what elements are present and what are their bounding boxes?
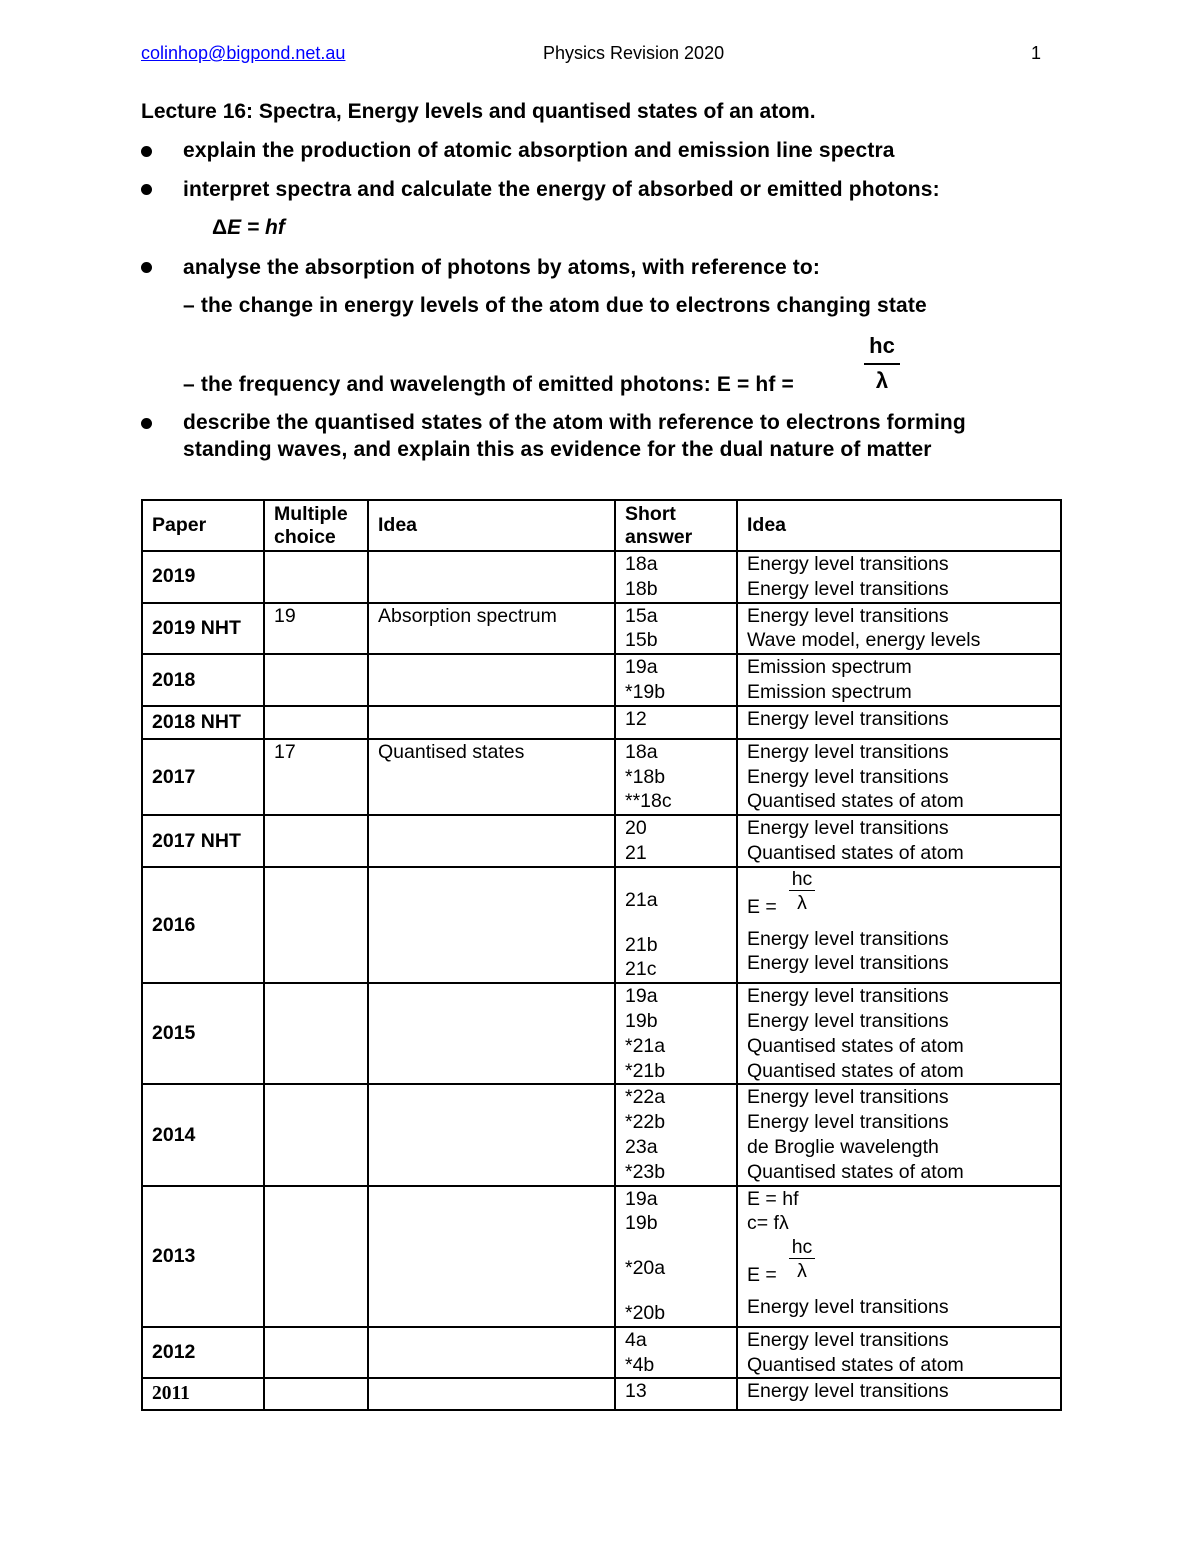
paper-year: 2011 (142, 1378, 264, 1410)
mc-question: 17 (264, 739, 368, 815)
mc-question: 19 (264, 603, 368, 655)
mc-idea (368, 551, 615, 603)
table-row (142, 603, 1061, 655)
short-answer-questions: 18a *18b **18c (615, 739, 737, 815)
short-answer-ideas: Energy level transitions Energy level transitions (737, 551, 1061, 603)
mc-idea (368, 1378, 615, 1410)
paper-year: 2019 (142, 551, 264, 603)
table-row (142, 1084, 1061, 1185)
header-multiple-choice: Multiple choice (264, 500, 368, 551)
mc-idea: Quantised states (368, 739, 615, 815)
short-answer-questions: 19a 19b *20a *20b (615, 1186, 737, 1327)
mc-question (264, 706, 368, 739)
mc-idea (368, 706, 615, 739)
short-answer-ideas: Energy level transitions Energy level transitions de Broglie wavelength Quantised states of atom (737, 1084, 1061, 1185)
table-row (142, 1378, 1061, 1410)
mc-question (264, 1186, 368, 1327)
short-answer-ideas: Energy level transitions Quantised states of atom (737, 815, 1061, 867)
mc-question (264, 983, 368, 1084)
paper-year: 2012 (142, 1327, 264, 1379)
short-answer-ideas: Energy level transitions Energy level transitions Quantised states of atom (737, 739, 1061, 815)
table-header-row (142, 500, 1061, 551)
mc-idea (368, 1186, 615, 1327)
document-title: Physics Revision 2020 (543, 43, 725, 63)
paper-year: 2018 NHT (142, 706, 264, 739)
short-answer-questions: 21a 21b 21c (615, 867, 737, 983)
table-row (142, 1327, 1061, 1379)
paper-year: 2013 (142, 1186, 264, 1327)
energy-formula: ΔE = hf (212, 216, 285, 239)
objective-3-sub-1: – the change in energy levels of the atom due to electrons changing state (183, 294, 927, 317)
short-answer-questions: 4a *4b (615, 1327, 737, 1379)
header-idea-2: Idea (737, 500, 1061, 551)
hc-over-lambda-fraction: $\frac{hc}{\lambda}$ (864, 333, 900, 394)
header-short-answer: Short answer (615, 500, 737, 551)
paper-year: 2017 NHT (142, 815, 264, 867)
short-answer-questions: 13 (615, 1378, 737, 1410)
mc-question (264, 867, 368, 983)
lecture-title: Lecture 16: Spectra, Energy levels and quantised states of an atom. (141, 100, 816, 123)
short-answer-questions: 19a *19b (615, 654, 737, 706)
short-answer-questions: 15a 15b (615, 603, 737, 655)
paper-year: 2018 (142, 654, 264, 706)
bullet-icon (141, 418, 152, 429)
paper-year: 2015 (142, 983, 264, 1084)
table-row (142, 551, 1061, 603)
hc-over-lambda-formula: hc λ E = (747, 868, 847, 920)
mc-idea (368, 654, 615, 706)
short-answer-questions: 12 (615, 706, 737, 739)
short-answer-ideas: Energy level transitions Energy level transitions Quantised states of atom Quantised states of atom (737, 983, 1061, 1084)
objective-3-sub-2: – the frequency and wavelength of emitted photons: E = hf = (183, 373, 794, 396)
mc-question (264, 1327, 368, 1379)
mc-question (264, 551, 368, 603)
objective-4-line-1: describe the quantised states of the atom with reference to electrons forming (183, 411, 966, 434)
mc-question (264, 1084, 368, 1185)
bullet-icon (141, 146, 152, 157)
objective-1: explain the production of atomic absorption and emission line spectra (183, 139, 895, 162)
paper-year: 2014 (142, 1084, 264, 1185)
mc-question (264, 1378, 368, 1410)
objective-2: interpret spectra and calculate the energy of absorbed or emitted photons: (183, 178, 940, 201)
table-row (142, 815, 1061, 867)
table-row (142, 1186, 1061, 1327)
paper-year: 2019 NHT (142, 603, 264, 655)
page-number: 1 (1030, 43, 1041, 63)
objective-4-line-2: standing waves, and explain this as evidence for the dual nature of matter (183, 438, 932, 461)
mc-idea (368, 983, 615, 1084)
table-row (142, 983, 1061, 1084)
email-link[interactable]: colinhop@bigpond.net.au (141, 43, 346, 63)
mc-idea (368, 815, 615, 867)
mc-idea (368, 867, 615, 983)
table-row (142, 654, 1061, 706)
short-answer-ideas: E = hf c= fλ hc λ E = Energy level transitions (737, 1186, 1061, 1327)
mc-idea (368, 1327, 615, 1379)
short-answer-questions: 19a 19b *21a *21b (615, 983, 737, 1084)
short-answer-ideas: hc λ E = Energy level transitions Energy level transitions (737, 867, 1061, 983)
exam-papers-table (141, 499, 1062, 1411)
table-row (142, 867, 1061, 983)
short-answer-questions: *22a *22b 23a *23b (615, 1084, 737, 1185)
short-answer-ideas: Energy level transitions Wave model, energy levels (737, 603, 1061, 655)
objective-3: analyse the absorption of photons by atoms, with reference to: (183, 256, 821, 279)
short-answer-ideas: Energy level transitions (737, 706, 1061, 739)
short-answer-questions: 20 21 (615, 815, 737, 867)
hc-over-lambda-formula: hc λ E = (747, 1236, 847, 1288)
short-answer-ideas: Energy level transitions Quantised states of atom (737, 1327, 1061, 1379)
paper-year: 2017 (142, 739, 264, 815)
mc-question (264, 654, 368, 706)
header-paper: Paper (142, 500, 264, 551)
short-answer-questions: 18a 18b (615, 551, 737, 603)
header-idea: Idea (368, 500, 615, 551)
short-answer-ideas: Emission spectrum Emission spectrum (737, 654, 1061, 706)
table-row (142, 739, 1061, 815)
mc-idea (368, 1084, 615, 1185)
mc-question (264, 815, 368, 867)
paper-year: 2016 (142, 867, 264, 983)
page-header (141, 43, 1041, 67)
bullet-icon (141, 184, 152, 195)
mc-idea: Absorption spectrum (368, 603, 615, 655)
bullet-icon (141, 262, 152, 273)
table-row (142, 706, 1061, 739)
short-answer-ideas: Energy level transitions (737, 1378, 1061, 1410)
